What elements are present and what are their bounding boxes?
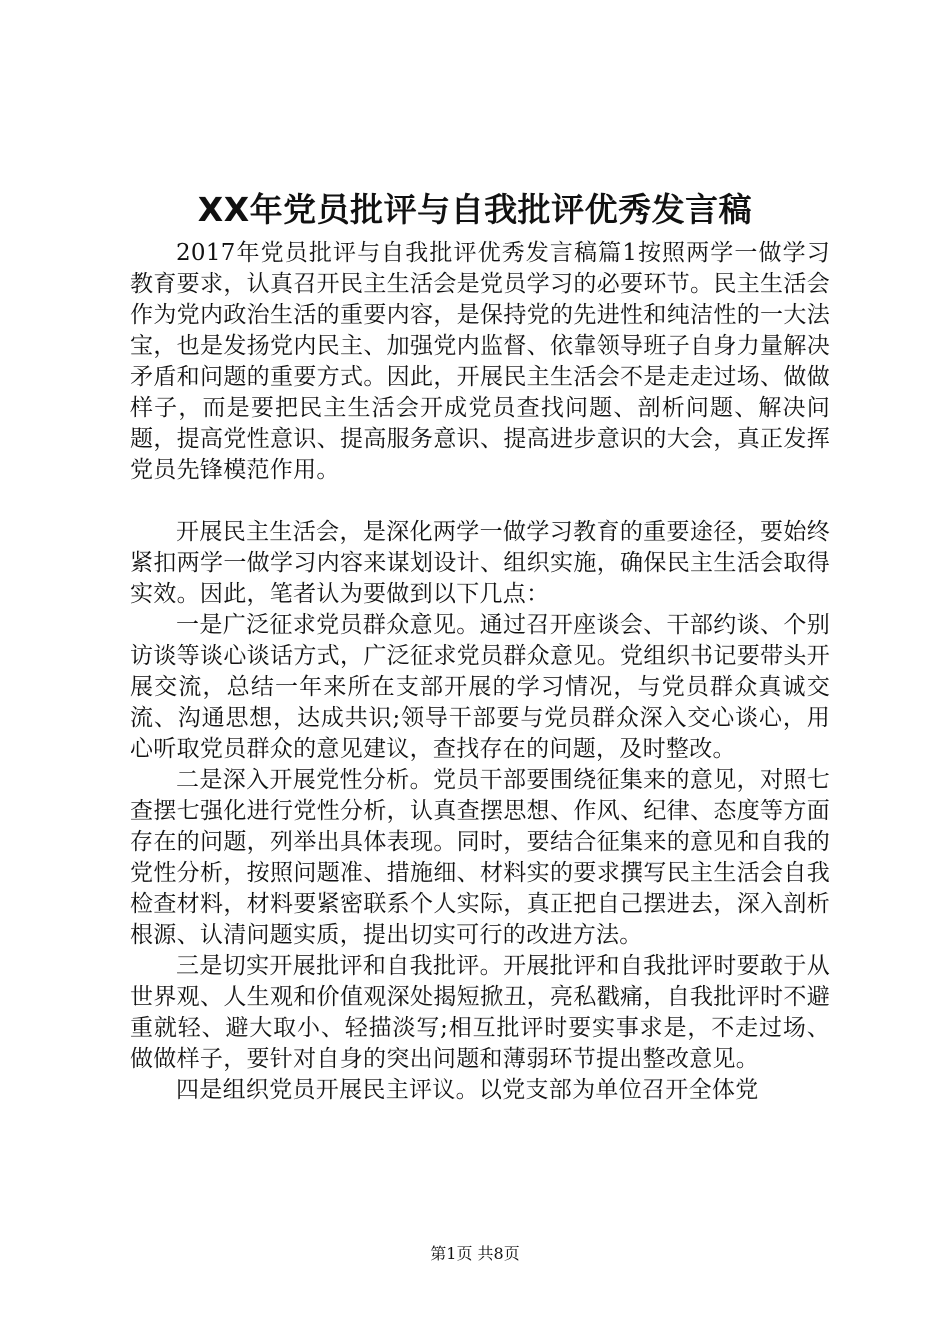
paragraph-spacer xyxy=(130,486,830,517)
paragraph-point-three: 三是切实开展批评和自我批评。开展批评和自我批评时要敢于从世界观、人生观和价值观深处揭短掀丑，亮私戳痛，自我批评时不避重就轻、避大取小、轻描淡写;相互批评时要实事求是，不走过场、做做样子，要针对自身的突出问题和薄弱环节提出整改意见。 xyxy=(130,953,830,1072)
paragraph-overview: 开展民主生活会，是深化两学一做学习教育的重要途径，要始终紧扣两学一做学习内容来谋划设计、组织实施，确保民主生活会取得实效。因此，笔者认为要做到以下几点： xyxy=(130,519,830,607)
page-footer: 第1页 共8页 xyxy=(430,1244,520,1263)
document-body xyxy=(130,238,830,1106)
paragraph-point-one: 一是广泛征求党员群众意见。通过召开座谈会、干部约谈、个别访谈等谈心谈话方式，广泛征求党员群众意见。党组织书记要带头开展交流，总结一年来所在支部开展的学习情况，与党员群众真诚交流、沟通思想，达成共识;领导干部要与党员群众深入交心谈心，用心听取党员群众的意见建议，查找存在的问题，及时整改。 xyxy=(130,612,830,762)
paragraph-intro: 2017年党员批评与自我批评优秀发言稿篇1按照两学一做学习教育要求，认真召开民主生活会是党员学习的必要环节。民主生活会作为党内政治生活的重要内容，是保持党的先进性和纯洁性的一大法宝，也是发扬党内民主、加强党内监督、依靠领导班子自身力量解决矛盾和问题的重要方式。因此，开展民主生活会不是走走过场、做做样子，而是要把民主生活会开成党员查找问题、剖析问题、解决问题，提高党性意识、提高服务意识、提高进步意识的大会，真正发挥党员先锋模范作用。 xyxy=(130,240,830,483)
document-title: XX年党员批评与自我批评优秀发言稿 xyxy=(197,190,753,229)
paragraph-point-four: 四是组织党员开展民主评议。以党支部为单位召开全体党 xyxy=(176,1077,759,1103)
paragraph-point-two: 二是深入开展党性分析。党员干部要围绕征集来的意见，对照七查摆七强化进行党性分析，认真查摆思想、作风、纪律、态度等方面存在的问题，列举出具体表现。同时，要结合征集来的意见和自我的党性分析，按照问题准、措施细、材料实的要求撰写民主生活会自我检查材料，材料要紧密联系个人实际，真正把自己摆进去，深入剖析根源、认清问题实质，提出切实可行的改进方法。 xyxy=(130,767,830,948)
